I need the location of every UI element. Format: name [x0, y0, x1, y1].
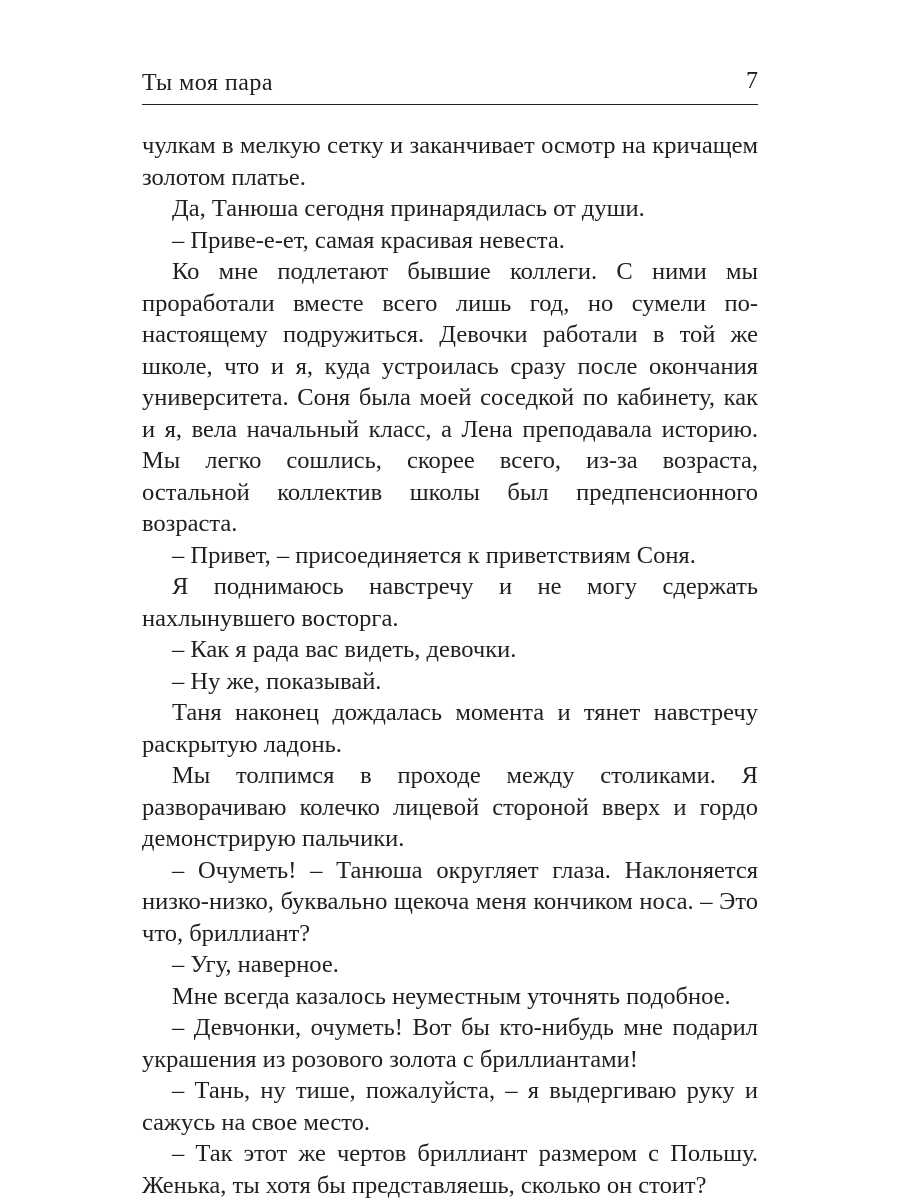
paragraph: – Привет, – присоединяется к приветствиям Соня.: [172, 541, 696, 569]
book-title: Ты моя пара: [142, 70, 274, 96]
body-text: [142, 130, 758, 1201]
page-number: 7: [746, 68, 758, 94]
paragraph: чулкам в мелкую сетку и заканчивает осмотр на кричащем золотом платье.: [142, 132, 758, 191]
paragraph: Мы толпимся в проходе между столиками. Я разворачиваю колечко лицевой стороной вверх и гордо демонстрирую пальчики.: [142, 762, 758, 852]
paragraph: – Девчонки, очуметь! Вот бы кто-нибудь мне подарил украшения из розового золота с бриллиантами!: [142, 1014, 758, 1073]
paragraph: – Приве-е-ет, самая красивая невеста.: [172, 226, 565, 254]
paragraph: Мне всегда казалось неуместным уточнять подобное.: [172, 982, 731, 1010]
paragraph: Ко мне подлетают бывшие коллеги. С ними мы проработали вместе всего лишь год, но сумели по-настоящему подружиться. Девочки работали в той же школе, что и я, куда устроилась сразу после окончания университета. Соня была моей соседкой по кабинету, как и я, вела начальный класс, а Лена преподавала историю. Мы легко сошлись, скорее всего, из-за возраста, остальной коллектив школы был предпенсионного возраста.: [142, 258, 758, 537]
paragraph: Таня наконец дождалась момента и тянет навстречу раскрытую ладонь.: [142, 699, 758, 758]
running-head: [142, 60, 758, 98]
paragraph: – Как я рада вас видеть, девочки.: [172, 636, 517, 663]
paragraph: – Тань, ну тише, пожалуйста, – я выдергиваю руку и сажусь на свое место.: [142, 1077, 758, 1136]
paragraph: – Угу, наверное.: [172, 951, 339, 978]
paragraph: – Ну же, показывай.: [172, 667, 382, 695]
paragraph: Да, Танюша сегодня принарядилась от души.: [172, 195, 645, 222]
paragraph: – Очуметь! – Танюша округляет глаза. Наклоняется низко-низко, буквально щекоча меня кончиком носа. – Это что, бриллиант?: [142, 856, 758, 947]
header-divider: [142, 104, 758, 105]
paragraph: – Так этот же чертов бриллиант размером с Польшу. Женька, ты хотя бы представляешь, сколько он стоит?: [142, 1140, 758, 1199]
paragraph: Я поднимаюсь навстречу и не могу сдержать нахлынувшего восторга.: [142, 573, 758, 632]
